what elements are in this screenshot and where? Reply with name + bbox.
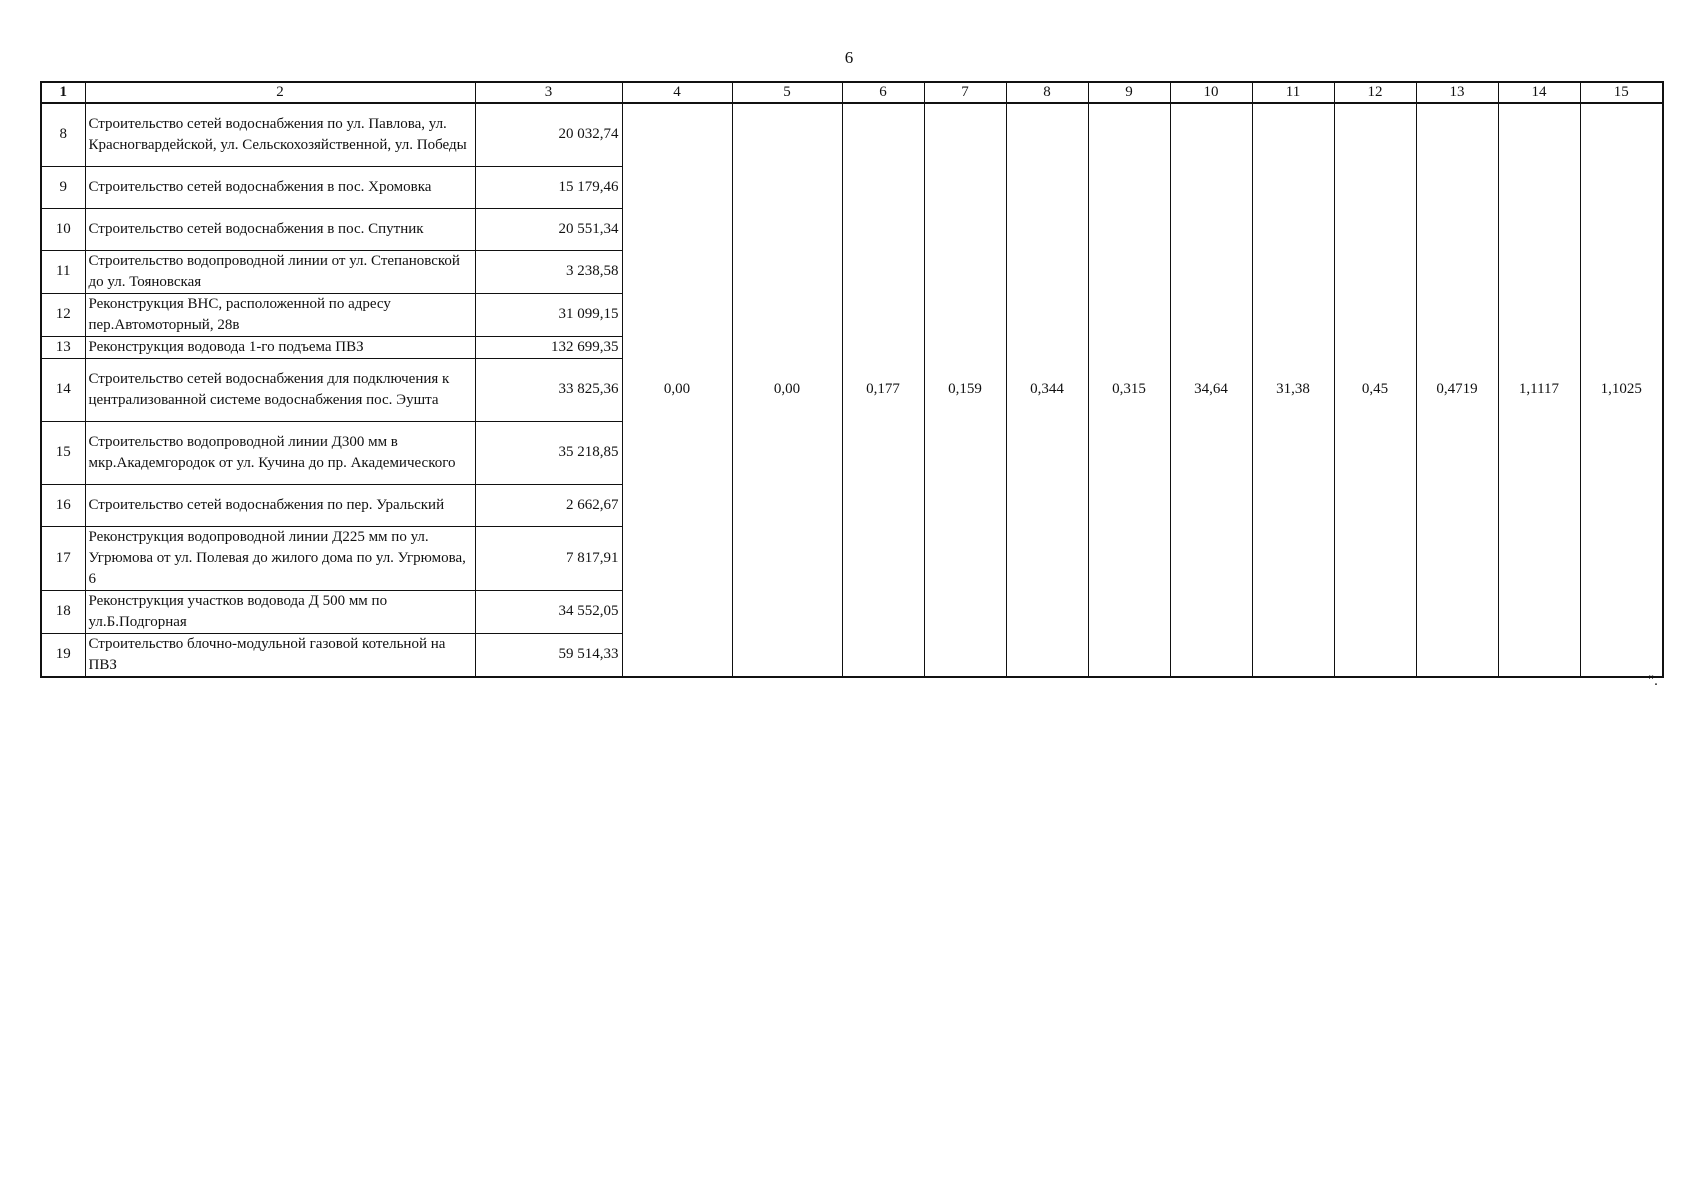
- column-header-12: 12: [1334, 82, 1416, 103]
- merged-value-col-9: 0,315: [1088, 103, 1170, 677]
- project-name: Реконструкция ВНС, расположенной по адресу пер.Автомоторный, 28в: [85, 293, 475, 336]
- row-number: 9: [41, 166, 85, 208]
- merged-value-col-6: 0,177: [842, 103, 924, 677]
- column-header-3: 3: [475, 82, 622, 103]
- column-header-15: 15: [1580, 82, 1663, 103]
- project-name: Реконструкция водопроводной линии Д225 мм по ул. Угрюмова от ул. Полевая до жилого дома по ул. Угрюмова, 6: [85, 526, 475, 590]
- project-name: Строительство сетей водоснабжения по пер. Уральский: [85, 484, 475, 526]
- project-cost: 31 099,15: [475, 293, 622, 336]
- project-name: Строительство сетей водоснабжения в пос. Хромовка: [85, 166, 475, 208]
- row-number: 13: [41, 336, 85, 358]
- merged-value-col-5: 0,00: [732, 103, 842, 677]
- merged-value-col-12: 0,45: [1334, 103, 1416, 677]
- merged-value-col-11: 31,38: [1252, 103, 1334, 677]
- column-header-8: 8: [1006, 82, 1088, 103]
- project-name: Строительство водопроводной линии от ул. Степановской до ул. Тояновская: [85, 250, 475, 293]
- project-cost: 2 662,67: [475, 484, 622, 526]
- merged-value-col-4: 0,00: [622, 103, 732, 677]
- column-header-10: 10: [1170, 82, 1252, 103]
- column-header-7: 7: [924, 82, 1006, 103]
- merged-value-col-14: 1,1117: [1498, 103, 1580, 677]
- row-number: 8: [41, 103, 85, 166]
- row-number: 11: [41, 250, 85, 293]
- merged-value-col-8: 0,344: [1006, 103, 1088, 677]
- table-row: [41, 103, 1663, 166]
- row-number: 15: [41, 421, 85, 484]
- row-number: 17: [41, 526, 85, 590]
- merged-value-col-13: 0,4719: [1416, 103, 1498, 677]
- project-name: Строительство блочно-модульной газовой котельной на ПВЗ: [85, 633, 475, 677]
- row-number: 18: [41, 590, 85, 633]
- merged-value-col-7: 0,159: [924, 103, 1006, 677]
- project-name: Реконструкция водовода 1-го подъема ПВЗ: [85, 336, 475, 358]
- project-name: Строительство сетей водоснабжения в пос. Спутник: [85, 208, 475, 250]
- page-number: 6: [844, 48, 854, 67]
- project-cost: 33 825,36: [475, 358, 622, 421]
- project-name: Реконструкция участков водовода Д 500 мм по ул.Б.Подгорная: [85, 590, 475, 633]
- table-body: [41, 103, 1663, 677]
- project-cost: 20 032,74: [475, 103, 622, 166]
- column-header-13: 13: [1416, 82, 1498, 103]
- column-header-4: 4: [622, 82, 732, 103]
- data-table: [40, 81, 1664, 678]
- project-cost: 7 817,91: [475, 526, 622, 590]
- project-cost: 34 552,05: [475, 590, 622, 633]
- merged-value-col-10: 34,64: [1170, 103, 1252, 677]
- project-cost: 3 238,58: [475, 250, 622, 293]
- row-number: 10: [41, 208, 85, 250]
- project-cost: 15 179,46: [475, 166, 622, 208]
- project-name: Строительство сетей водоснабжения для подключения к централизованной системе водоснабжения пос. Эушта: [85, 358, 475, 421]
- merged-value-col-15: 1,1025: [1580, 103, 1663, 677]
- closing-quote-mark: ".: [1648, 673, 1658, 689]
- project-name: Строительство водопроводной линии Д300 мм в мкр.Академгородок от ул. Кучина до пр. Академического: [85, 421, 475, 484]
- column-header-6: 6: [842, 82, 924, 103]
- project-cost: 132 699,35: [475, 336, 622, 358]
- column-header-5: 5: [732, 82, 842, 103]
- table-header: [41, 82, 1663, 103]
- project-cost: 20 551,34: [475, 208, 622, 250]
- project-cost: 59 514,33: [475, 633, 622, 677]
- column-header-14: 14: [1498, 82, 1580, 103]
- column-header-9: 9: [1088, 82, 1170, 103]
- row-number: 14: [41, 358, 85, 421]
- project-name: Строительство сетей водоснабжения по ул. Павлова, ул. Красногвардейской, ул. Сельскохозяйственной, ул. Победы: [85, 103, 475, 166]
- column-header-11: 11: [1252, 82, 1334, 103]
- project-cost: 35 218,85: [475, 421, 622, 484]
- column-header-2: 2: [85, 82, 475, 103]
- row-number: 16: [41, 484, 85, 526]
- column-header-1: 1: [41, 82, 85, 103]
- row-number: 19: [41, 633, 85, 677]
- row-number: 12: [41, 293, 85, 336]
